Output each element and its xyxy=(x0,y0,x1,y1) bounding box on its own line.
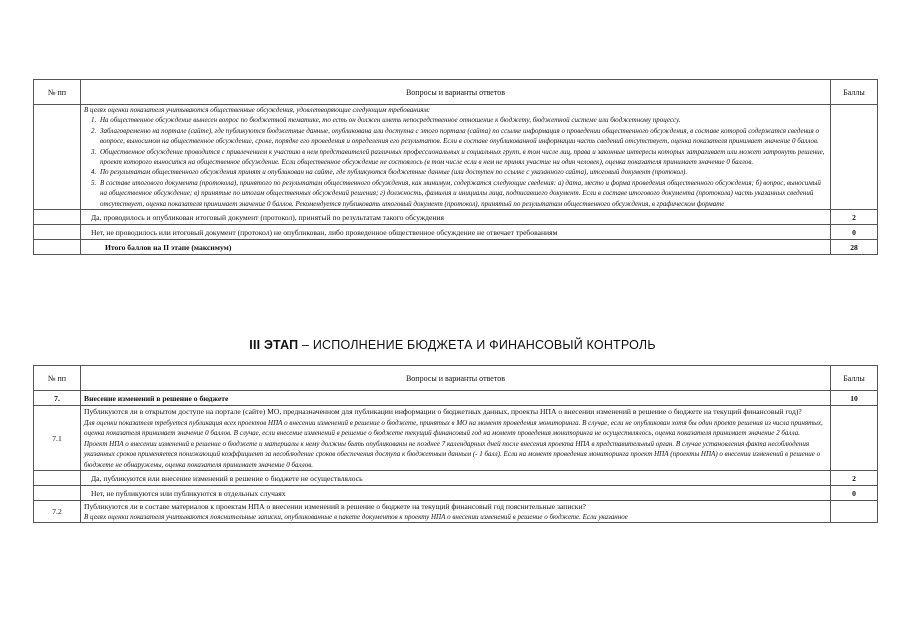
num-header: № пп xyxy=(34,80,81,105)
requirements-intro: В целях оценки показателя учитываются общественные обсуждения, удовлетворяющие следующим требованиям: xyxy=(84,106,431,114)
requirement-item: 5. В составе итогового документа (протокола), принятого по результатам общественного обсуждения, как минимум, содержатся следующие сведения: а) дата, место и форма проведения общественного обсуждения; б) вопрос, выносимый на общественное обсуждение; в) принятые по итогам общественных обсуждений решения; г) должность, фамилия и инициалы лица, подписавшего документ. Если в составе итогового документа (протокола) часть указанных сведений отсутствует, оценка показателя принимает значение 0 баллов. Рекомендуется публиковать итоговый документ (протокол), принятый по результатам общественного обсуждения, в графическом формате xyxy=(98,178,827,209)
requirements-cell xyxy=(81,105,831,210)
table-header xyxy=(34,80,878,105)
question-note: Проект НПА о внесении изменений в решение о бюджете и материалы к нему должны быть опубликованы не позднее 7 календарных дней после внесения проекта НПА в представительный орган. В случае установления факта несоблюдения указанных сроков применяется понижающий коэффициент за несоблюдение сроков обеспечения доступа к бюджетным данным (- 1 балл). Если на момент проведения мониторинга проект НПА (проекты НПА) о внесении изменений в решение о бюджете не обнаружены, оценка показателя принимает значение 0 баллов. xyxy=(84,439,821,469)
answer-option-text: Нет, не публикуются или публикуются в отдельных случаях xyxy=(81,486,831,501)
stage3-title-bold: III ЭТАП xyxy=(249,338,299,352)
requirements-list xyxy=(84,115,827,209)
answer-option-row xyxy=(34,210,878,225)
stage2-table xyxy=(33,79,878,255)
answer-option-points: 2 xyxy=(831,471,878,486)
question-row xyxy=(34,406,878,471)
section-title: Внесение изменений в решение о бюджете xyxy=(81,391,831,406)
total-label: Итого баллов на II этапе (максимум) xyxy=(81,240,831,255)
question-cell xyxy=(81,501,831,523)
answer-option-points: 0 xyxy=(831,225,878,240)
answer-option-points: 0 xyxy=(831,486,878,501)
num-header: № пп xyxy=(34,366,81,391)
question-note: Для оценки показателя требуется публикация всех проектов НПА о внесении изменений в решение о бюджете, принятых в МО на момент проведения мониторинга. В случае, если не опубликован хотя бы один проект решения из числа принятых, оценка показателя принимает значение 0 баллов. В случае, если внесение изменений в решение о бюджете текущий финансовый год на момент проведения мониторинга не осуществлялось, оценка показателя принимает значение 2 балла. xyxy=(84,419,823,438)
stage3-table xyxy=(33,365,878,523)
requirement-item: 3. Общественное обсуждение проводится с привлечением к участию в нем представителей различных профессиональных и социальных групп, в том числе лиц, права и законные интересы которых затрагивает или может затронуть решение, проект которого выносится на общественное обсуждение. Если общественное обсуждение не состоялось (в том числе если в нем не принял участие ни один человек), оценка показателя принимает значение 0 баллов. xyxy=(98,147,827,168)
answer-option-row xyxy=(34,486,878,501)
requirement-item: 2. Заблаговременно на портале (сайте), где публикуются бюджетные данные, опубликована или доступна с этого портала (сайта) по ссылке информация о проведении общественного обсуждения, в составе которой содержатся сведения о вопросе, выносимом на общественное обсуждение, сроке, порядке его проведения и определения его результатов. Если в составе опубликованной информации часть сведений отсутствует, оценка показателя принимает значение 0 баллов. xyxy=(98,126,827,147)
questions-header: Вопросы и варианты ответов xyxy=(81,366,831,391)
requirements-row xyxy=(34,105,878,210)
question-number: 7.2 xyxy=(34,501,81,523)
points-header: Баллы xyxy=(831,80,878,105)
question-cell xyxy=(81,406,831,471)
questions-header: Вопросы и варианты ответов xyxy=(81,80,831,105)
requirement-item: 4. По результатам общественного обсуждения принят и опубликован на сайте, где публикуются бюджетные данные (или доступен по ссылке с указанного сайта), итоговый документ (протокол). xyxy=(98,167,827,177)
question-text: Публикуются ли в открытом доступе на портале (сайте) МО, предназначенном для публикации информации о бюджетных данных, проекты НПА о внесении изменений в решение о бюджете на текущий финансовый год)? xyxy=(84,407,802,416)
table-header xyxy=(34,366,878,391)
stage3-title-rest: – ИСПОЛНЕНИЕ БЮДЖЕТА И ФИНАНСОВЫЙ КОНТРОЛЬ xyxy=(298,338,656,352)
question-number: 7.1 xyxy=(34,406,81,471)
section-number: 7. xyxy=(34,391,81,406)
total-row xyxy=(34,240,878,255)
answer-option-text: Нет, не проводилось или итоговый документ (протокол) не опубликован, либо проведенное общественное обсуждение не отвечает требованиям xyxy=(81,225,831,240)
question-note: В целях оценки показателя учитываются пояснительные записки, опубликованные в пакете документов к проекту НПА о внесении изменений в решение о бюджете. Если указанное xyxy=(84,513,628,522)
answer-option-points: 2 xyxy=(831,210,878,225)
requirement-item: 1. На общественное обсуждение вынесен вопрос по бюджетной тематике, то есть он должен иметь непосредственное отношение к бюджету, бюджетной системе или бюджетному процессу. xyxy=(98,115,827,125)
answer-option-text: Да, проводилось и опубликован итоговый документ (протокол), принятый по результатам такого обсуждения xyxy=(81,210,831,225)
question-text: Публикуются ли в составе материалов к проектам НПА о внесении изменений в решение о бюджете на текущий финансовый год пояснительные записки? xyxy=(84,502,586,512)
answer-option-text: Да, публикуются или внесение изменений в решение о бюджете не осуществлялось xyxy=(81,471,831,486)
answer-option-row xyxy=(34,225,878,240)
stage3-title xyxy=(0,338,905,352)
total-points: 28 xyxy=(831,240,878,255)
question-row xyxy=(34,501,878,523)
section-points: 10 xyxy=(831,391,878,406)
section-row xyxy=(34,391,878,406)
points-header: Баллы xyxy=(831,366,878,391)
answer-option-row xyxy=(34,471,878,486)
